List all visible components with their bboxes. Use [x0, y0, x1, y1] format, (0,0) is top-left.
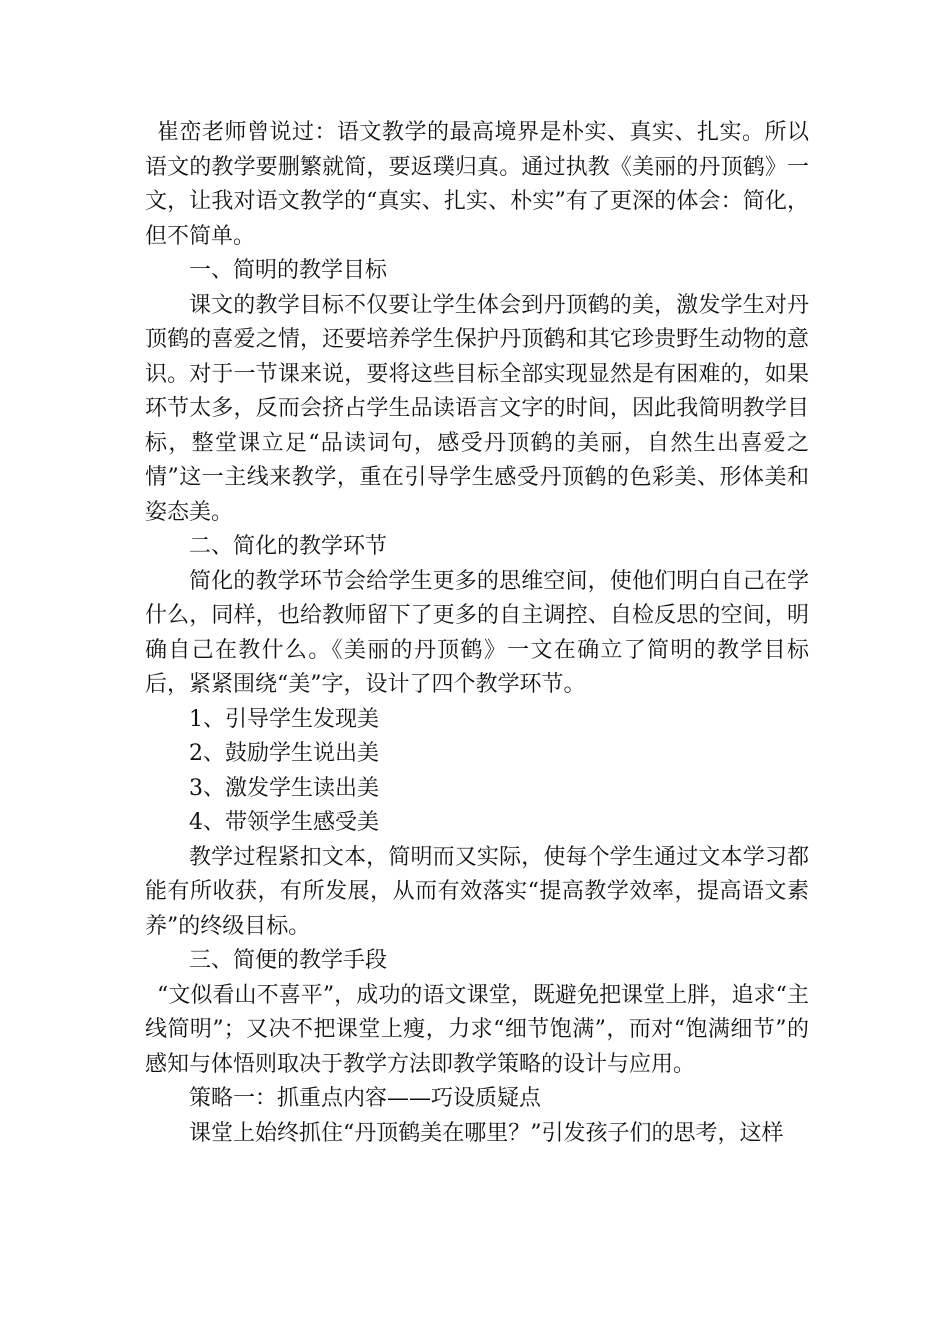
list-item-1: 1、引导学生发现美 [189, 706, 379, 732]
section-heading-2: 二、简化的教学环节 [189, 534, 388, 559]
section-heading-1: 一、简明的教学目标 [189, 258, 388, 283]
intro-paragraph: 崔峦老师曾说过：语文教学的最高境界是朴实、真实、扎实。所以语文的教学要删繁就简，要返璞归真。通过执教《美丽的丹顶鹤》一文，让我对语文教学的“真实、扎实、朴实”有了更深的体会：简化，但不简单。 [145, 120, 809, 249]
list-item-2: 2、鼓励学生说出美 [189, 741, 379, 766]
strategy-1-paragraph: 课堂上始终抓住“丹顶鹤美在哪里？”引发孩子们的思考，这样 [189, 1120, 784, 1146]
section-2-conclusion: 教学过程紧扣文本，简明而又实际，使每个学生通过文本学习都能有所收获，有所发展，从而有效落实“提高教学效率，提高语文素养”的终级目标。 [145, 844, 809, 939]
section-2-paragraph: 简化的教学环节会给学生更多的思维空间，使他们明白自己在学什么，同样，也给教师留下了更多的自主调控、自检反思的空间，明确自己在教什么。《美丽的丹顶鹤》一文在确立了简明的教学目标后，紧紧围绕“美”字，设计了四个教学环节。 [145, 568, 809, 697]
list-item-3: 3、激发学生读出美 [189, 775, 379, 801]
list-item-4: 4、带领学生感受美 [189, 810, 379, 835]
section-3-paragraph: “文似看山不喜平”，成功的语文课堂，既避免把课堂上胖，追求“主线简明”；又决不把课堂上瘦，力求“细节饱满”，而对“饱满细节”的感知与体悟则取决于教学方法即教学策略的设计与应用。 [145, 982, 809, 1077]
document-body [145, 116, 809, 1151]
strategy-heading-1: 策略一：抓重点内容——巧设质疑点 [189, 1086, 542, 1111]
section-heading-3: 三、简便的教学手段 [189, 948, 388, 973]
section-1-paragraph: 课文的教学目标不仅要让学生体会到丹顶鹤的美，激发学生对丹顶鹤的喜爱之情，还要培养学生保护丹顶鹤和其它珍贵野生动物的意识。对于一节课来说，要将这些目标全部实现显然是有困难的，如果环节太多，反而会挤占学生品读语言文字的时间，因此我简明教学目标，整堂课立足“品读词句，感受丹顶鹤的美丽，自然生出喜爱之情”这一主线来教学，重在引导学生感受丹顶鹤的色彩美、形体美和姿态美。 [145, 292, 809, 525]
